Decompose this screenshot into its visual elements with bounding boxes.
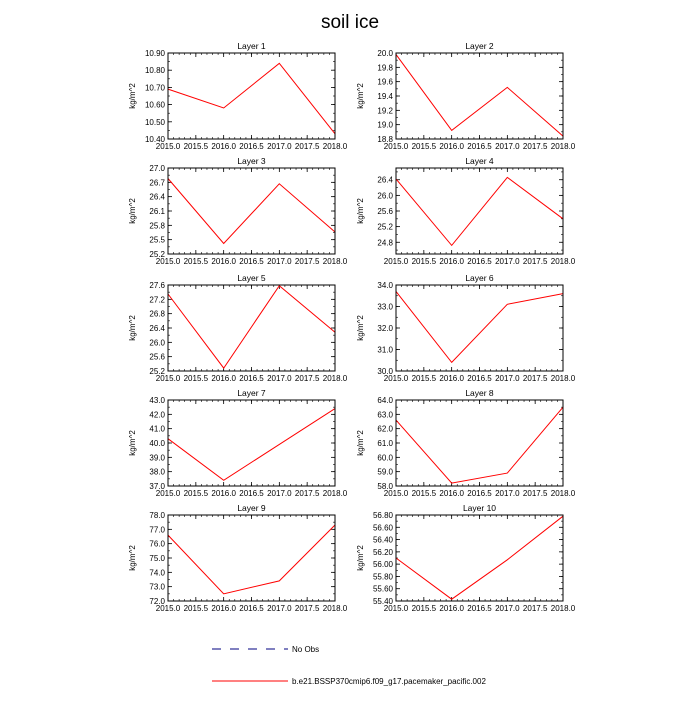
x-tick-label: 2017.5 bbox=[522, 604, 548, 613]
y-tick-label: 20.0 bbox=[377, 49, 393, 58]
y-tick-label: 18.8 bbox=[377, 135, 393, 144]
y-tick-label: 10.80 bbox=[144, 66, 165, 76]
y-tick-label: 30.0 bbox=[377, 367, 393, 376]
x-tick-label: 2017.5 bbox=[294, 142, 320, 151]
y-tick-label: 25.2 bbox=[377, 222, 393, 232]
x-tick-label: 2018.0 bbox=[322, 374, 348, 383]
legend-label: b.e21.BSSP370cmip6.f09_g17.pacemaker_pacific.002 bbox=[292, 677, 486, 686]
x-tick-label: 2018.0 bbox=[550, 257, 576, 266]
y-axis-label: kg/m^2 bbox=[356, 315, 365, 341]
x-tick-label: 2018.0 bbox=[322, 257, 348, 266]
x-tick-label: 2015.5 bbox=[183, 142, 209, 151]
y-axis-label: kg/m^2 bbox=[128, 83, 137, 109]
panel-title: Layer 9 bbox=[237, 503, 266, 513]
y-tick-label: 25.6 bbox=[149, 352, 165, 362]
x-tick-label: 2015.0 bbox=[383, 374, 409, 383]
y-tick-label: 19.0 bbox=[377, 120, 393, 130]
x-tick-label: 2015.5 bbox=[411, 604, 437, 613]
x-tick-label: 2016.5 bbox=[467, 604, 492, 613]
y-tick-label: 38.0 bbox=[149, 467, 165, 477]
plot-frame bbox=[168, 53, 335, 139]
panel-6 bbox=[356, 273, 576, 383]
x-tick-label: 2018.0 bbox=[550, 489, 576, 498]
x-tick-label: 2017.5 bbox=[522, 489, 548, 498]
x-tick-label: 2018.0 bbox=[322, 142, 348, 151]
x-tick-label: 2018.0 bbox=[322, 604, 348, 613]
x-tick-label: 2016.5 bbox=[239, 257, 264, 266]
x-tick-label: 2016.0 bbox=[211, 257, 236, 266]
panel-1 bbox=[128, 41, 348, 151]
panel-title: Layer 1 bbox=[237, 41, 266, 51]
y-tick-label: 60.0 bbox=[377, 453, 393, 463]
x-tick-label: 2017.0 bbox=[267, 142, 292, 151]
x-tick-label: 2016.0 bbox=[211, 142, 236, 151]
panels bbox=[128, 41, 576, 613]
series-line bbox=[168, 409, 335, 481]
series-line bbox=[396, 177, 563, 245]
x-tick-label: 2016.0 bbox=[211, 374, 236, 383]
y-tick-label: 26.1 bbox=[149, 207, 165, 216]
y-tick-label: 25.6 bbox=[377, 207, 393, 216]
y-axis-label: kg/m^2 bbox=[356, 430, 365, 456]
x-tick-label: 2015.0 bbox=[155, 257, 181, 266]
y-tick-label: 10.40 bbox=[144, 135, 165, 144]
x-tick-label: 2017.5 bbox=[294, 257, 320, 266]
x-tick-label: 2016.5 bbox=[239, 604, 264, 613]
x-tick-label: 2015.5 bbox=[183, 257, 209, 266]
x-tick-label: 2017.5 bbox=[522, 374, 548, 383]
y-tick-label: 61.0 bbox=[377, 439, 393, 448]
y-tick-label: 56.20 bbox=[372, 547, 393, 557]
x-tick-label: 2015.5 bbox=[183, 374, 209, 383]
panel-3 bbox=[128, 156, 348, 266]
y-tick-label: 10.50 bbox=[144, 117, 165, 127]
y-tick-label: 27.2 bbox=[149, 295, 165, 305]
y-tick-label: 26.8 bbox=[149, 309, 165, 319]
x-tick-label: 2016.0 bbox=[211, 489, 236, 498]
y-tick-label: 72.0 bbox=[149, 597, 165, 606]
panel-8 bbox=[356, 388, 576, 498]
y-tick-label: 43.0 bbox=[149, 396, 165, 405]
series-line bbox=[396, 407, 563, 483]
x-tick-label: 2017.5 bbox=[522, 257, 548, 266]
plot-frame bbox=[396, 515, 563, 601]
y-tick-label: 58.0 bbox=[377, 482, 393, 491]
y-tick-label: 76.0 bbox=[149, 539, 165, 549]
y-axis-label: kg/m^2 bbox=[356, 83, 365, 109]
y-tick-label: 40.0 bbox=[149, 439, 165, 448]
plot-frame bbox=[168, 400, 335, 486]
x-tick-label: 2016.5 bbox=[239, 489, 264, 498]
panel-7 bbox=[128, 388, 348, 498]
x-tick-label: 2016.0 bbox=[439, 604, 464, 613]
x-tick-label: 2015.0 bbox=[383, 489, 409, 498]
y-tick-label: 31.0 bbox=[377, 345, 393, 355]
x-tick-label: 2017.5 bbox=[294, 604, 320, 613]
x-tick-label: 2016.5 bbox=[467, 142, 492, 151]
x-tick-label: 2016.0 bbox=[439, 374, 464, 383]
y-tick-label: 77.0 bbox=[149, 525, 165, 535]
figure-title: soil ice bbox=[320, 12, 380, 33]
panel-2 bbox=[356, 41, 576, 151]
x-tick-label: 2015.5 bbox=[411, 489, 437, 498]
y-tick-label: 55.60 bbox=[372, 584, 393, 594]
y-tick-label: 59.0 bbox=[377, 467, 393, 477]
y-tick-label: 34.0 bbox=[377, 281, 393, 290]
legend-label: No Obs bbox=[292, 645, 320, 654]
y-tick-label: 19.2 bbox=[377, 106, 393, 116]
y-tick-label: 56.60 bbox=[372, 523, 393, 533]
plot-frame bbox=[396, 285, 563, 371]
x-tick-label: 2015.5 bbox=[411, 142, 437, 151]
y-tick-label: 41.0 bbox=[149, 424, 165, 434]
series-line bbox=[396, 291, 563, 362]
y-tick-label: 10.90 bbox=[144, 49, 165, 58]
x-tick-label: 2016.5 bbox=[467, 257, 492, 266]
y-tick-label: 42.0 bbox=[149, 410, 165, 420]
x-tick-label: 2015.5 bbox=[183, 604, 209, 613]
x-tick-label: 2018.0 bbox=[550, 142, 576, 151]
x-tick-label: 2015.0 bbox=[383, 257, 409, 266]
x-tick-label: 2015.0 bbox=[155, 142, 181, 151]
x-tick-label: 2016.0 bbox=[439, 257, 464, 266]
panel-5 bbox=[128, 273, 348, 383]
y-tick-label: 55.40 bbox=[372, 597, 393, 606]
x-tick-label: 2017.5 bbox=[294, 489, 320, 498]
plot-frame bbox=[396, 53, 563, 139]
x-tick-label: 2017.0 bbox=[495, 489, 520, 498]
panel-title: Layer 6 bbox=[465, 273, 494, 283]
y-tick-label: 75.0 bbox=[149, 554, 165, 563]
x-tick-label: 2017.0 bbox=[495, 604, 520, 613]
series-line bbox=[168, 286, 335, 368]
x-tick-label: 2015.5 bbox=[411, 257, 437, 266]
x-tick-label: 2016.5 bbox=[239, 142, 264, 151]
y-tick-label: 25.2 bbox=[149, 367, 165, 376]
x-tick-label: 2018.0 bbox=[322, 489, 348, 498]
panel-title: Layer 7 bbox=[237, 388, 266, 398]
panel-title: Layer 8 bbox=[465, 388, 494, 398]
y-tick-label: 26.0 bbox=[149, 338, 165, 348]
x-tick-label: 2017.5 bbox=[522, 142, 548, 151]
plot-frame bbox=[168, 515, 335, 601]
y-tick-label: 27.0 bbox=[149, 164, 165, 173]
y-axis-label: kg/m^2 bbox=[128, 545, 137, 571]
panel-4 bbox=[356, 156, 576, 266]
y-tick-label: 39.0 bbox=[149, 453, 165, 463]
y-tick-label: 19.4 bbox=[377, 92, 393, 101]
x-tick-label: 2016.0 bbox=[211, 604, 236, 613]
x-tick-label: 2015.0 bbox=[383, 142, 409, 151]
y-tick-label: 37.0 bbox=[149, 482, 165, 491]
x-tick-label: 2018.0 bbox=[550, 604, 576, 613]
y-tick-label: 55.80 bbox=[372, 572, 393, 582]
y-tick-label: 25.2 bbox=[149, 250, 165, 259]
series-line bbox=[168, 179, 335, 244]
series-line bbox=[396, 516, 563, 599]
y-tick-label: 56.00 bbox=[372, 560, 393, 570]
y-axis-label: kg/m^2 bbox=[128, 315, 137, 341]
plot-frame bbox=[168, 168, 335, 254]
x-tick-label: 2016.5 bbox=[467, 489, 492, 498]
x-tick-label: 2017.0 bbox=[495, 257, 520, 266]
series-line bbox=[396, 54, 563, 136]
x-tick-label: 2017.0 bbox=[267, 374, 292, 383]
x-tick-label: 2015.5 bbox=[411, 374, 437, 383]
series-line bbox=[168, 525, 335, 594]
y-tick-label: 26.0 bbox=[377, 191, 393, 201]
y-tick-label: 19.6 bbox=[377, 77, 393, 87]
y-tick-label: 10.70 bbox=[144, 83, 165, 93]
x-tick-label: 2015.0 bbox=[155, 604, 181, 613]
y-tick-label: 33.0 bbox=[377, 302, 393, 312]
panel-title: Layer 10 bbox=[462, 503, 497, 513]
y-tick-label: 25.8 bbox=[149, 221, 165, 231]
y-tick-label: 19.8 bbox=[377, 63, 393, 73]
y-tick-label: 26.4 bbox=[377, 175, 393, 185]
panel-title: Layer 3 bbox=[237, 156, 266, 166]
y-tick-label: 64.0 bbox=[377, 396, 393, 405]
y-tick-label: 10.60 bbox=[144, 100, 165, 110]
x-tick-label: 2015.0 bbox=[155, 489, 181, 498]
series-line bbox=[168, 63, 335, 134]
x-tick-label: 2016.5 bbox=[239, 374, 264, 383]
y-tick-label: 26.7 bbox=[149, 178, 165, 188]
legend bbox=[212, 645, 486, 686]
x-tick-label: 2017.0 bbox=[267, 489, 292, 498]
panel-title: Layer 2 bbox=[465, 41, 494, 51]
y-tick-label: 24.8 bbox=[377, 238, 393, 248]
x-tick-label: 2017.0 bbox=[267, 604, 292, 613]
y-tick-label: 26.4 bbox=[149, 192, 165, 202]
panel-10 bbox=[356, 503, 576, 613]
panel-9 bbox=[128, 503, 348, 613]
y-tick-label: 27.6 bbox=[149, 281, 165, 290]
x-tick-label: 2017.0 bbox=[267, 257, 292, 266]
y-tick-label: 74.0 bbox=[149, 568, 165, 578]
x-tick-label: 2015.0 bbox=[155, 374, 181, 383]
x-tick-label: 2018.0 bbox=[550, 374, 576, 383]
y-axis-label: kg/m^2 bbox=[128, 198, 137, 224]
x-tick-label: 2016.5 bbox=[467, 374, 492, 383]
y-tick-label: 62.0 bbox=[377, 424, 393, 434]
x-tick-label: 2017.0 bbox=[495, 374, 520, 383]
x-tick-label: 2017.5 bbox=[294, 374, 320, 383]
x-tick-label: 2016.0 bbox=[439, 142, 464, 151]
y-tick-label: 25.5 bbox=[149, 235, 165, 245]
y-tick-label: 26.4 bbox=[149, 324, 165, 333]
y-tick-label: 63.0 bbox=[377, 410, 393, 420]
plot-frame bbox=[396, 400, 563, 486]
y-axis-label: kg/m^2 bbox=[356, 545, 365, 571]
y-tick-label: 32.0 bbox=[377, 324, 393, 333]
x-tick-label: 2017.0 bbox=[495, 142, 520, 151]
y-tick-label: 78.0 bbox=[149, 511, 165, 520]
y-tick-label: 56.40 bbox=[372, 535, 393, 545]
panel-title: Layer 5 bbox=[237, 273, 266, 283]
y-tick-label: 73.0 bbox=[149, 582, 165, 592]
y-tick-label: 56.80 bbox=[372, 511, 393, 520]
y-axis-label: kg/m^2 bbox=[356, 198, 365, 224]
x-tick-label: 2015.5 bbox=[183, 489, 209, 498]
x-tick-label: 2015.0 bbox=[383, 604, 409, 613]
panel-title: Layer 4 bbox=[465, 156, 494, 166]
y-axis-label: kg/m^2 bbox=[128, 430, 137, 456]
x-tick-label: 2016.0 bbox=[439, 489, 464, 498]
